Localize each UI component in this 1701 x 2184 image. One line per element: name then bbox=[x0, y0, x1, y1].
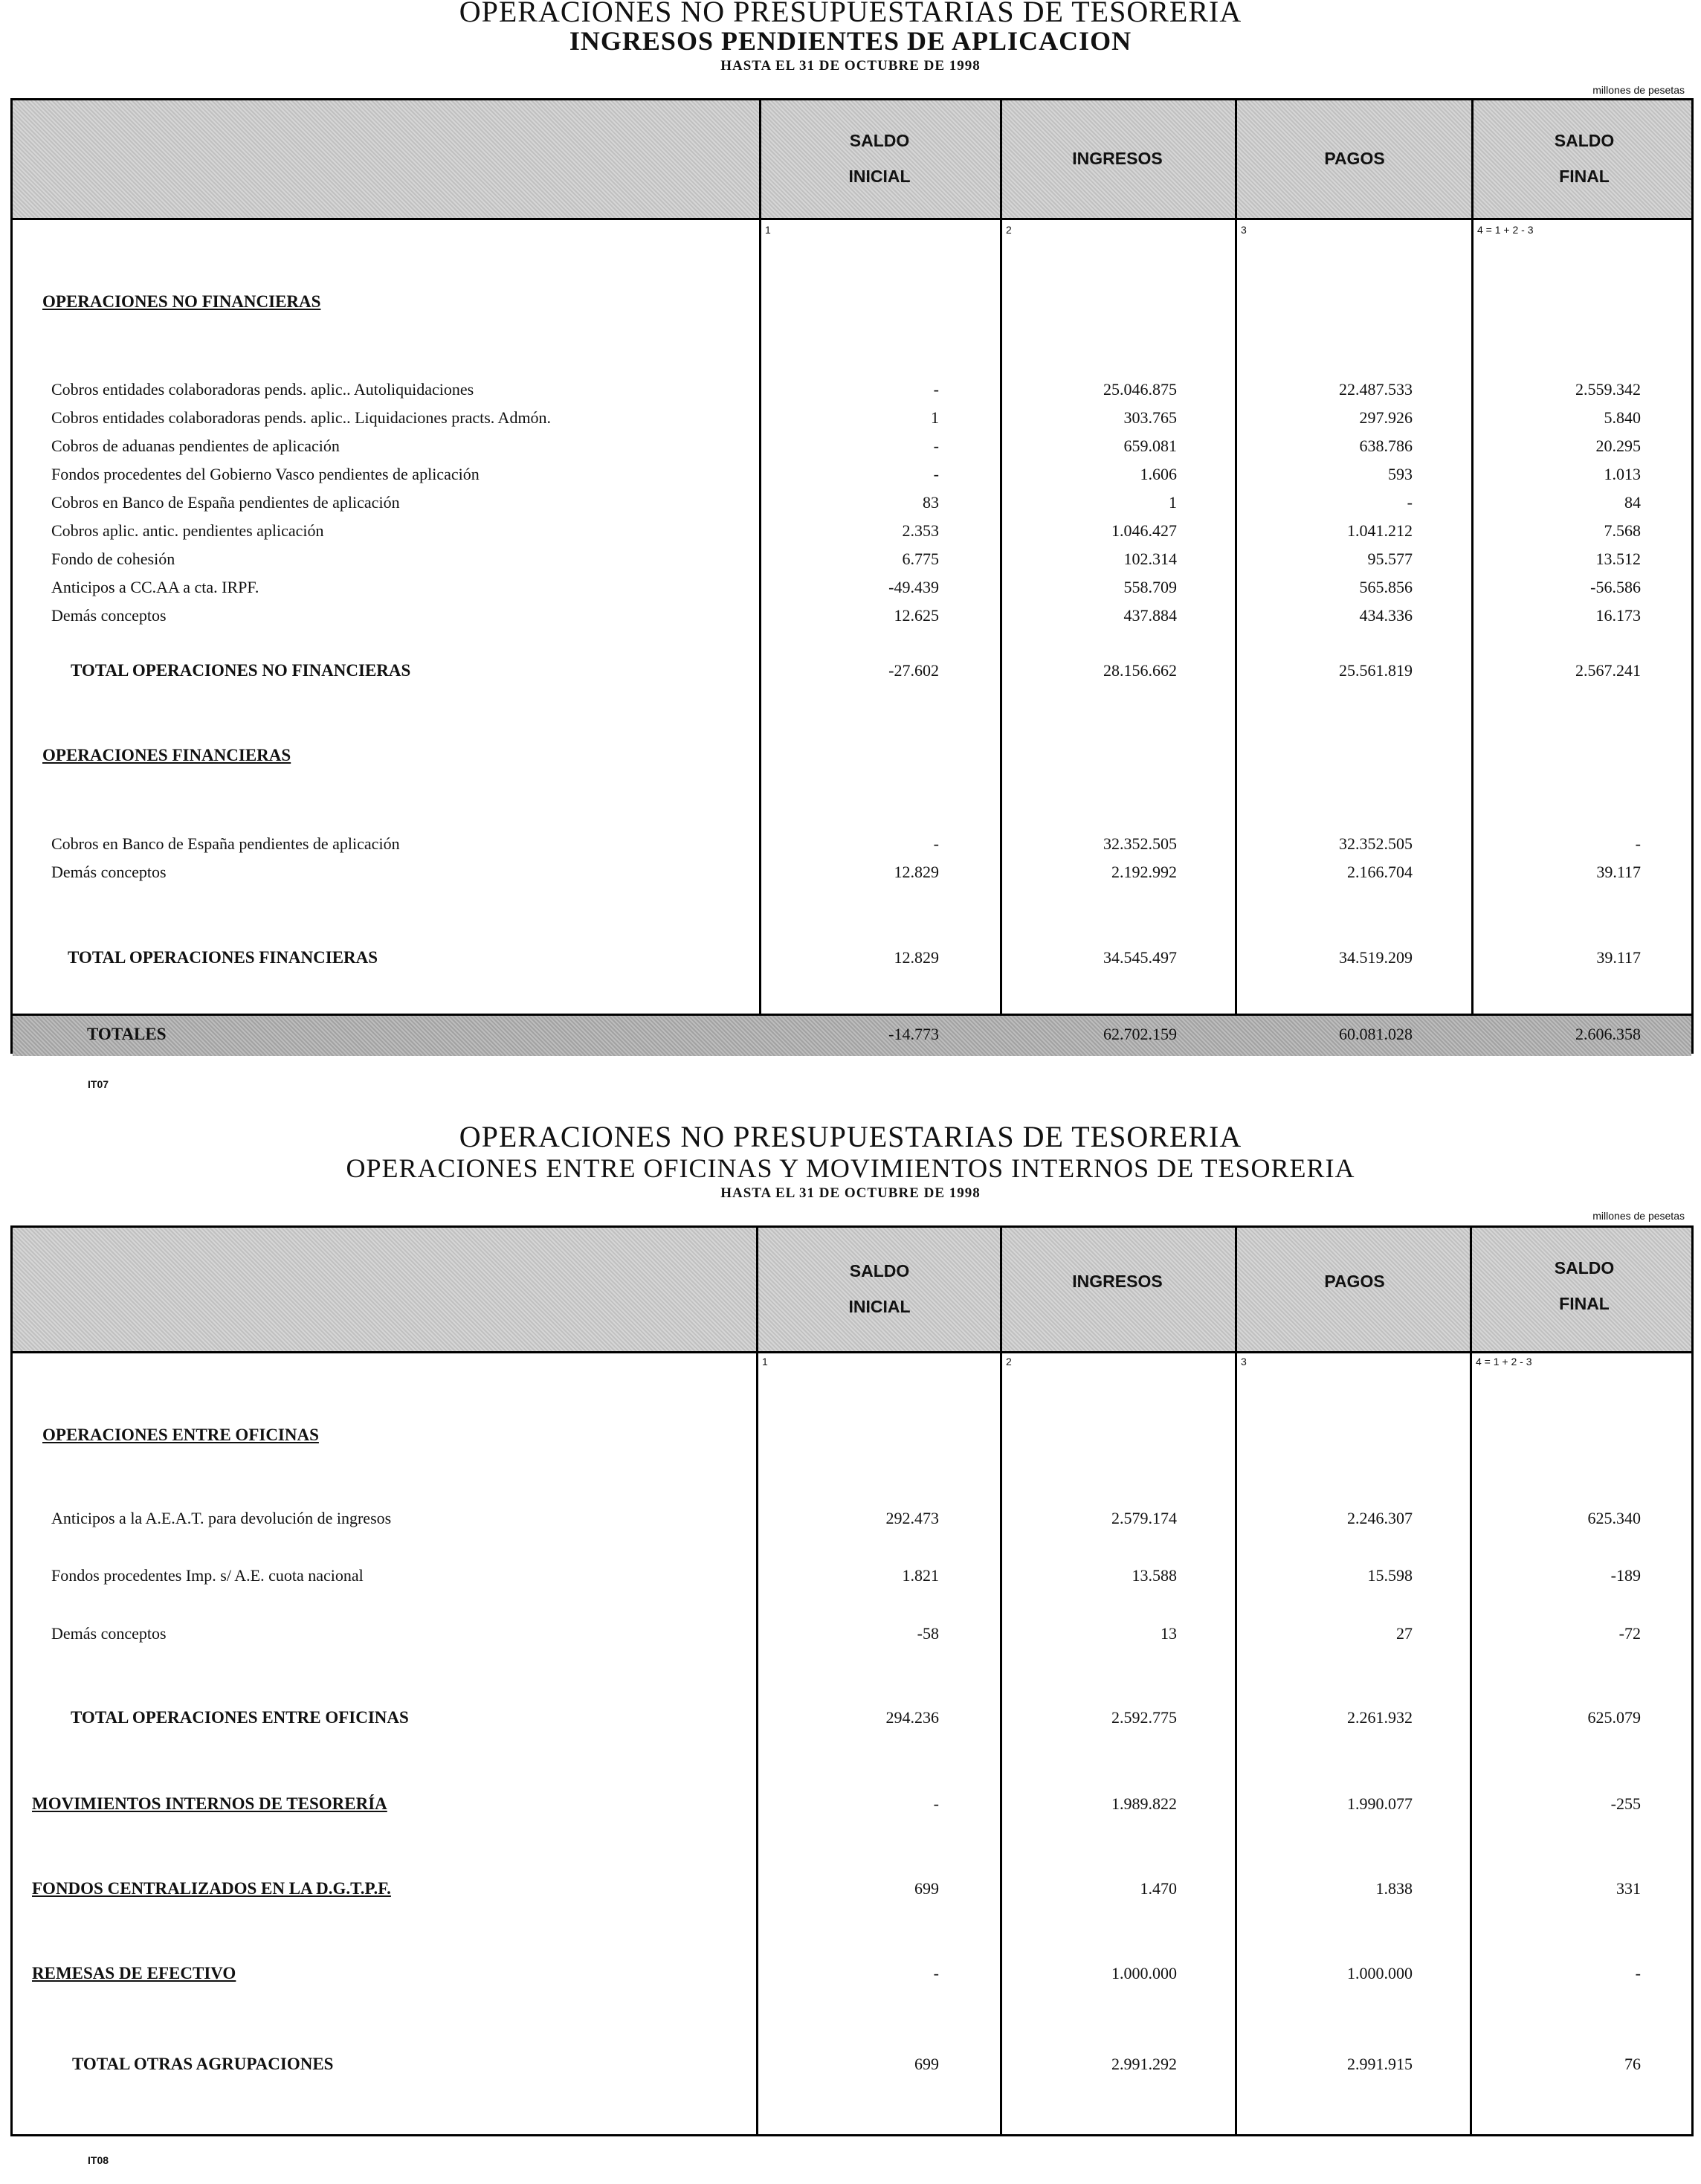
table-row: Cobros en Banco de España pendientes de aplicación 83 1 - 84 bbox=[51, 493, 1641, 512]
report1-table bbox=[10, 98, 1694, 1054]
col-pagos: PAGOS bbox=[1324, 149, 1385, 168]
group-row: REMESAS DE EFECTIVO - 1.000.000 1.000.000 - bbox=[32, 1964, 1641, 1982]
colnum-2: 2 bbox=[1006, 224, 1012, 236]
report2-header bbox=[13, 1228, 1691, 1353]
report1-header bbox=[13, 100, 1691, 220]
colnum-1: 1 bbox=[762, 1356, 768, 1368]
divider bbox=[1000, 100, 1002, 1054]
divider bbox=[1471, 100, 1474, 1054]
section-title: OPERACIONES FINANCIERAS bbox=[42, 746, 291, 764]
table-row: Cobros de aduanas pendientes de aplicación - 659.081 638.786 20.295 bbox=[51, 437, 1641, 455]
grand-total-row: TOTALES -14.773 62.702.159 60.081.028 2.606.358 bbox=[13, 1014, 1691, 1056]
report1-subtitle: INGRESOS PENDIENTES DE APLICACION bbox=[569, 26, 1132, 56]
divider bbox=[1235, 1228, 1237, 2136]
report2-title: OPERACIONES NO PRESUPUESTARIAS DE TESORERIA bbox=[459, 1120, 1242, 1153]
col-saldo-inicial: SALDO INICIAL bbox=[848, 1261, 911, 1316]
report2-table bbox=[10, 1225, 1694, 2136]
table-row: Demás conceptos 12.829 2.192.992 2.166.704 39.117 bbox=[51, 863, 1641, 881]
report2-code: IT08 bbox=[88, 2154, 109, 2166]
table-row: Cobros entidades colaboradoras pends. aplic.. Autoliquidaciones - 25.046.875 22.487.533 2.559.342 bbox=[51, 380, 1641, 399]
colnum-2: 2 bbox=[1006, 1356, 1012, 1368]
total-row: TOTAL OPERACIONES FINANCIERAS 12.829 34.545.497 34.519.209 39.117 bbox=[68, 948, 1641, 967]
report2-units: millones de pesetas bbox=[1592, 1210, 1685, 1222]
total-row: TOTAL OPERACIONES NO FINANCIERAS -27.602 28.156.662 25.561.819 2.567.241 bbox=[71, 661, 1641, 680]
table-row: Cobros entidades colaboradoras pends. aplic.. Liquidaciones practs. Admón. 1 303.765 297.926 5.840 bbox=[51, 408, 1641, 427]
report2-subtitle: OPERACIONES ENTRE OFICINAS Y MOVIMIENTOS INTERNOS DE TESORERIA bbox=[346, 1153, 1355, 1183]
col-saldo-final: SALDO FINAL bbox=[1554, 1258, 1615, 1313]
colnum-3: 3 bbox=[1241, 1356, 1247, 1368]
table-row: Fondo de cohesión 6.775 102.314 95.577 13.512 bbox=[51, 550, 1641, 568]
group-row: FONDOS CENTRALIZADOS EN LA D.G.T.P.F. 699 1.470 1.838 331 bbox=[32, 1879, 1641, 1898]
section-title: OPERACIONES ENTRE OFICINAS bbox=[42, 1426, 319, 1444]
col-ingresos: INGRESOS bbox=[1072, 149, 1163, 168]
table-row: Anticipos a CC.AA a cta. IRPF. -49.439 558.709 565.856 -56.586 bbox=[51, 578, 1641, 596]
divider bbox=[756, 1228, 758, 2136]
table-row: Fondos procedentes del Gobierno Vasco pendientes de aplicación - 1.606 593 1.013 bbox=[51, 465, 1641, 483]
table-row: Cobros aplic. antic. pendientes aplicación 2.353 1.046.427 1.041.212 7.568 bbox=[51, 521, 1641, 540]
col-pagos: PAGOS bbox=[1324, 1272, 1385, 1291]
colnum-1: 1 bbox=[765, 224, 771, 236]
grand-total-label: TOTALES bbox=[87, 1025, 167, 1043]
total-row: TOTAL OPERACIONES ENTRE OFICINAS 294.236 2.592.775 2.261.932 625.079 bbox=[71, 1708, 1641, 1727]
col-saldo-inicial: SALDO INICIAL bbox=[848, 131, 911, 186]
report1-title: OPERACIONES NO PRESUPUESTARIAS DE TESORERIA bbox=[459, 0, 1242, 28]
col-ingresos: INGRESOS bbox=[1072, 1272, 1163, 1291]
section-title: OPERACIONES NO FINANCIERAS bbox=[42, 292, 321, 311]
divider bbox=[1000, 1228, 1002, 2136]
col-saldo-final: SALDO FINAL bbox=[1554, 131, 1615, 186]
divider bbox=[1235, 100, 1237, 1054]
table-row: Fondos procedentes Imp. s/ A.E. cuota nacional 1.821 13.588 15.598 -189 bbox=[51, 1566, 1641, 1585]
colnum-3: 3 bbox=[1241, 224, 1247, 236]
divider bbox=[759, 100, 761, 1054]
total-row: TOTAL OTRAS AGRUPACIONES 699 2.991.292 2.991.915 76 bbox=[72, 2055, 1641, 2073]
divider bbox=[1470, 1228, 1472, 2136]
report2-date: HASTA EL 31 DE OCTUBRE DE 1998 bbox=[720, 1185, 981, 1201]
report1-units: millones de pesetas bbox=[1592, 84, 1685, 96]
table-row: Demás conceptos -58 13 27 -72 bbox=[51, 1624, 1641, 1643]
table-row: Demás conceptos 12.625 437.884 434.336 16.173 bbox=[51, 606, 1641, 625]
table-row: Anticipos a la A.E.A.T. para devolución de ingresos 292.473 2.579.174 2.246.307 625.340 bbox=[51, 1509, 1641, 1527]
report1-date: HASTA EL 31 DE OCTUBRE DE 1998 bbox=[720, 58, 981, 74]
table-row: Cobros en Banco de España pendientes de aplicación - 32.352.505 32.352.505 - bbox=[51, 834, 1641, 853]
colnum-4: 4 = 1 + 2 - 3 bbox=[1477, 224, 1534, 236]
colnum-4: 4 = 1 + 2 - 3 bbox=[1476, 1356, 1532, 1368]
group-row: MOVIMIENTOS INTERNOS DE TESORERÍA - 1.989.822 1.990.077 -255 bbox=[32, 1794, 1641, 1813]
report1-code: IT07 bbox=[88, 1078, 109, 1090]
